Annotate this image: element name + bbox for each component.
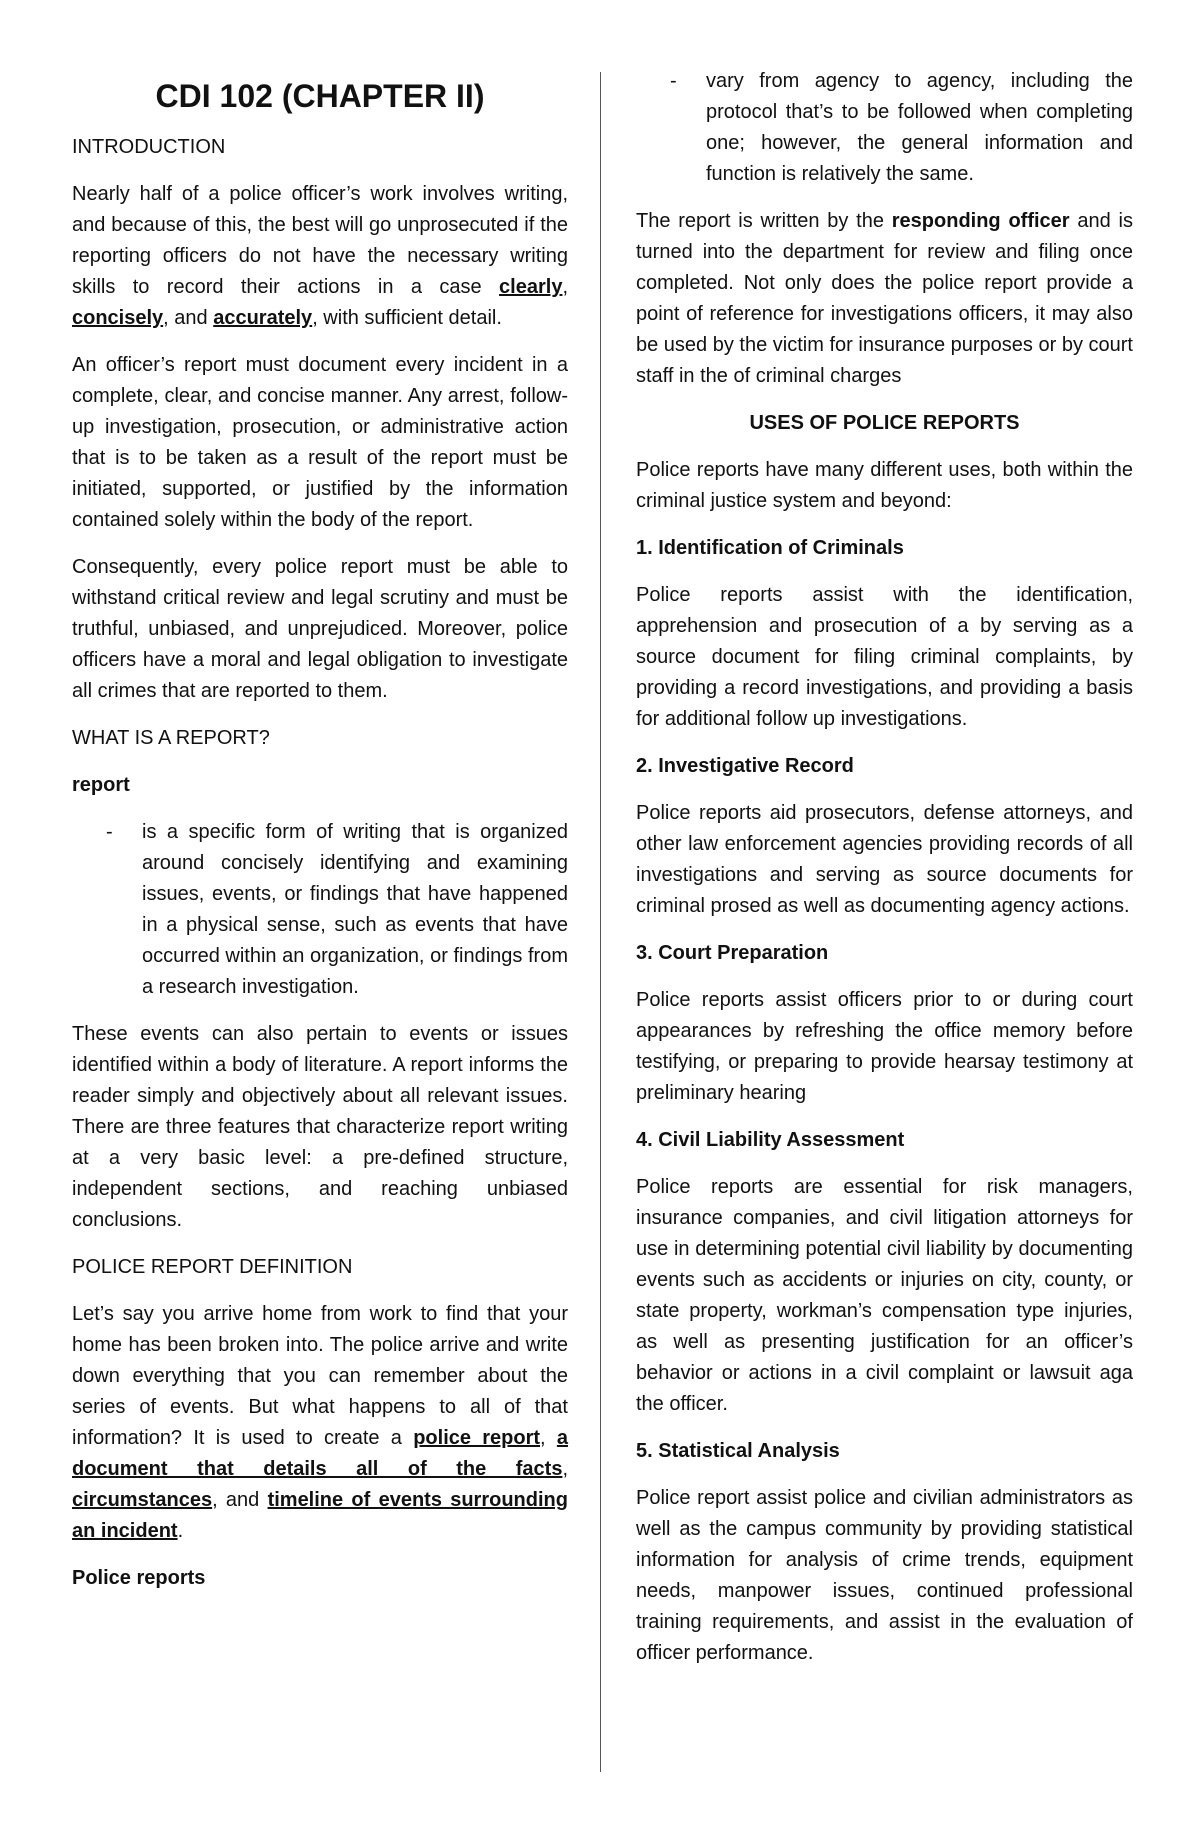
term-document-details: a document that details all of the facts (72, 1427, 568, 1480)
intro-paragraph-2: An officer’s report must document every incident in a complete, clear, and concise manner. Any arrest, follow-up investigation, prosecution, or administrative action that is to be taken as a result of the report must be initiated, supported, or justified by the information contained solely within the body of the report. (72, 354, 568, 531)
term-accurately: accurately (213, 307, 313, 329)
use-item-body: Police reports are essential for risk managers, insurance companies, and civil litigation attorneys for use in determining potential civil liability by documenting events such as accidents or injuries on city, county, or state property, workman’s compensation type injuries, as well as presenting justification for an officer’s behavior or actions in a civil complaint or lawsuit aga the officer. (636, 1176, 1133, 1415)
use-item-heading: 1. Identification of Criminals (636, 537, 904, 559)
uses-heading: USES OF POLICE REPORTS (749, 412, 1020, 434)
use-item-body: Police reports aid prosecutors, defense attorneys, and other law enforcement agencies providing records of all investigations and serving as source documents for criminal prosed as well as documenting agency actions. (636, 802, 1133, 917)
bullet-dash: - (106, 821, 113, 843)
use-item-heading: 4. Civil Liability Assessment (636, 1129, 905, 1151)
what-is-report-heading: WHAT IS A REPORT? (72, 727, 270, 749)
report-definition-text: is a specific form of writing that is organized around concisely identifying and examining issues, events, or findings that have happened in a physical sense, such as events that have occurred within an organization, or findings from a research investigation. (142, 821, 568, 998)
intro-text-end: , with sufficient detail. (312, 307, 502, 329)
left-column (72, 66, 568, 1610)
intro-text: Nearly half of a police officer’s work involves writing, and because of this, the best will go unprosecuted if the reporting officers do not have the necessary writing skills to record their actions in a case (72, 183, 568, 298)
term-concisely: concisely (72, 307, 164, 329)
police-reports-term: Police reports (72, 1567, 206, 1589)
separator: , (562, 276, 568, 298)
use-item-body: Police reports assist officers prior to or during court appearances by refreshing the office memory before testifying, or preparing to provide hearsay testimony at preliminary hearing (636, 989, 1133, 1104)
report-definition-bullet (72, 817, 568, 1003)
intro-paragraph-3: Consequently, every police report must be able to withstand critical review and legal scrutiny and must be truthful, unbiased, and unprejudiced. Moreover, police officers have a moral and legal obligation to investigate all crimes that are reported to them. (72, 556, 568, 702)
column-divider (600, 72, 601, 1772)
use-item-heading: 3. Court Preparation (636, 942, 829, 964)
separator: , (562, 1458, 568, 1480)
period: . (177, 1520, 184, 1542)
bullet-dash: - (670, 70, 677, 92)
definition-paragraph (72, 1299, 568, 1547)
vary-text: vary from agency to agency, including the protocol that’s to be followed when completing one; however, the general information and function is relatively the same. (706, 70, 1133, 185)
report-paragraph-2: These events can also pertain to events or issues identified within a body of literature. A report informs the reader simply and objectively about all relevant issues. There are three features that characterize report writing at a very basic level: a pre-defined structure, independent sections, and reaching unbiased conclusions. (72, 1023, 568, 1231)
term-timeline: timeline of events surrounding an incident (72, 1489, 568, 1542)
term-circumstances: circumstances (72, 1489, 213, 1511)
uses-intro: Police reports have many different uses, both within the criminal justice system and beyond: (636, 459, 1133, 512)
use-item-body: Police report assist police and civilian administrators as well as the campus community by providing statistical information for analysis of crime trends, equipment needs, manpower issues, continued professional training requirements, and assist in the evaluation of officer performance. (636, 1487, 1133, 1664)
term-clearly: clearly (499, 276, 563, 298)
written-by-paragraph (636, 206, 1133, 392)
use-item-body: Police reports assist with the identification, apprehension and prosecution of a by serving as a source document for filing criminal complaints, by providing a record investigations, and providing a basis for additional follow up investigations. (636, 584, 1133, 730)
responding-officer-term: responding officer (891, 210, 1070, 232)
page-title: CDI 102 (CHAPTER II) (155, 78, 485, 114)
written-text-end: and is turned into the department for review and filing once completed. Not only does the police report provide a point of reference for investigations officers, it may also be used by the victim for insurance purposes or by court staff in the of criminal charges (636, 210, 1133, 387)
police-report-definition-heading: POLICE REPORT DEFINITION (72, 1256, 353, 1278)
definition-text: Let’s say you arrive home from work to find that your home has been broken into. The police arrive and write down everything that you can remember about the series of events. But what happens to all of that information? It is used to create a (72, 1303, 568, 1449)
written-text: The report is written by the (636, 210, 892, 232)
use-item-heading: 2. Investigative Record (636, 755, 854, 777)
separator: , and (212, 1489, 268, 1511)
report-term: report (72, 774, 130, 796)
term-police-report: police report (413, 1427, 541, 1449)
introduction-heading: INTRODUCTION (72, 136, 226, 158)
separator: , and (163, 307, 214, 329)
intro-paragraph-1 (72, 179, 568, 334)
separator: , (540, 1427, 557, 1449)
right-column (636, 66, 1133, 1685)
use-item-heading: 5. Statistical Analysis (636, 1440, 840, 1462)
vary-bullet (636, 66, 1133, 190)
